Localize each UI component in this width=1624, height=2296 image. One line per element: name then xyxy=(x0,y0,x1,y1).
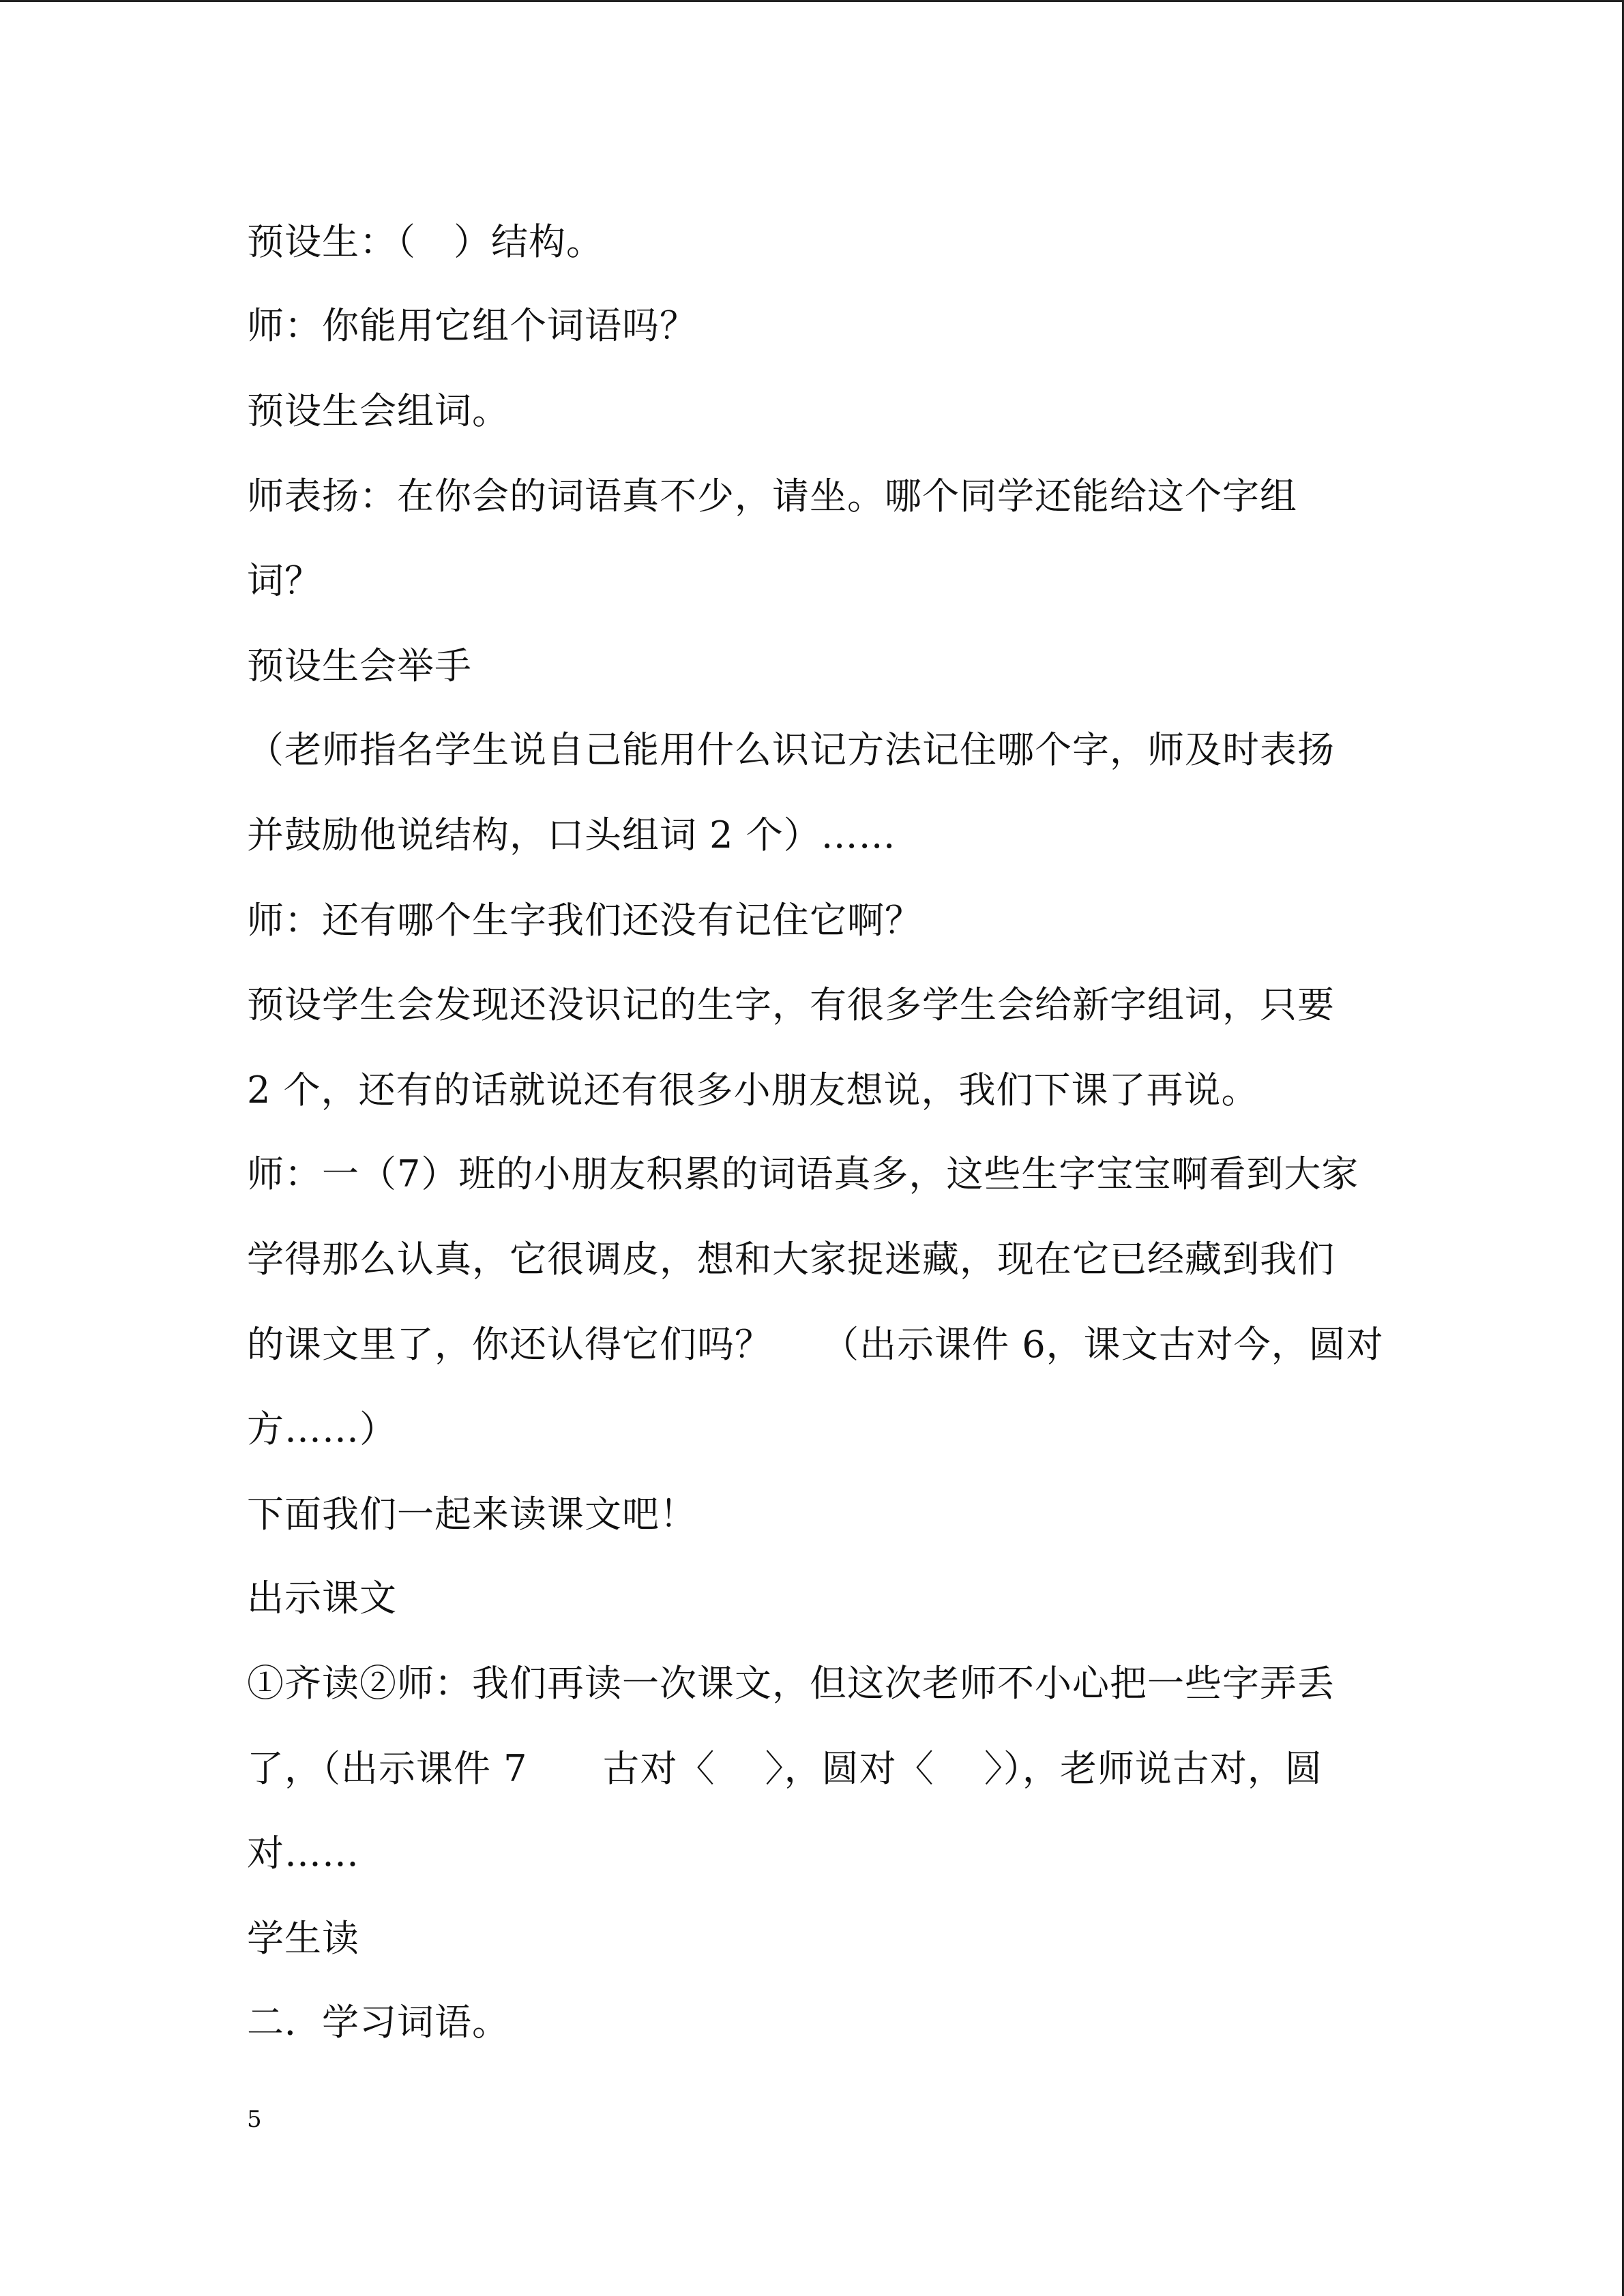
text-line: 师：你能用它组个词语吗？ xyxy=(247,304,697,347)
text-line: 方……） xyxy=(247,1407,397,1450)
text-line: 二．学习词语。 xyxy=(247,2001,510,2044)
text-line: 2 个，还有的话就说还有很多小朋友想说，我们下课了再说。 xyxy=(247,1069,1259,1112)
text-line: ①齐读②师：我们再读一次课文，但这次老师不小心把一些字弄丢 xyxy=(247,1662,1335,1705)
text-line: 词？ xyxy=(247,559,322,602)
text-line: 师：一（7）班的小朋友积累的词语真多，这些生字宝宝啊看到大家 xyxy=(247,1152,1359,1195)
text-line: 并鼓励他说结构，口头组词 2 个）…… xyxy=(247,814,896,856)
text-line: 的课文里了，你还认得它们吗？ （出示课件 6，课文古对今，圆对 xyxy=(247,1323,1384,1366)
text-line: 学得那么认真，它很调皮，想和大家捉迷藏，现在它已经藏到我们 xyxy=(247,1238,1335,1281)
text-line: 预设生：（ ）结构。 xyxy=(247,220,604,263)
text-line: （老师指名学生说自己能用什么识记方法记住哪个字，师及时表扬 xyxy=(247,728,1335,771)
text-line: 预设生会组词。 xyxy=(247,389,510,432)
text-line: 师表扬：在你会的词语真不少，请坐。哪个同学还能给这个字组 xyxy=(247,475,1297,518)
text-line: 了，（出示课件 7 古对〈 〉，圆对〈 〉），老师说古对，圆 xyxy=(247,1747,1323,1790)
text-line: 出示课文 xyxy=(247,1577,397,1620)
page-number: 5 xyxy=(247,2106,262,2133)
text-line: 预设学生会发现还没识记的生字，有很多学生会给新字组词，只要 xyxy=(247,983,1335,1026)
text-line: 下面我们一起来读课文吧！ xyxy=(247,1493,697,1536)
text-line: 预设生会举手 xyxy=(247,644,472,687)
text-line: 对…… xyxy=(247,1832,359,1875)
text-line: 师：还有哪个生字我们还没有记住它啊？ xyxy=(247,899,922,942)
text-line: 学生读 xyxy=(247,1917,359,1960)
